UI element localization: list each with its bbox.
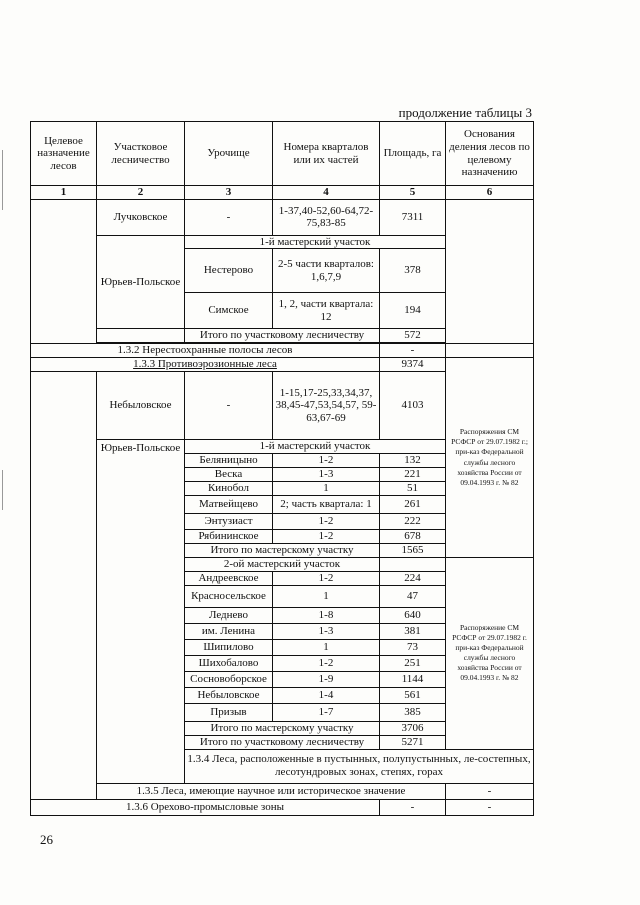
purpose-cell-empty [31, 199, 97, 344]
section-row [31, 344, 534, 358]
quarters-cell: 1-9 [273, 671, 380, 687]
quarters-cell: 1-2 [273, 513, 380, 529]
area-cell-empty [380, 557, 446, 571]
column-number: 5 [380, 186, 446, 200]
tract-cell: им. Ленина [185, 623, 273, 639]
header-basis: Основания деления лесов по целевому назначению [446, 122, 534, 186]
quarters-cell: 1-3 [273, 623, 380, 639]
quarters-cell: 1-4 [273, 687, 380, 703]
quarters-cell: 1-2 [273, 529, 380, 543]
area-cell: 47 [380, 585, 446, 607]
quarters-cell: 1-8 [273, 607, 380, 623]
tract-cell: Кинобол [185, 481, 273, 495]
header-tract: Урочище [185, 122, 273, 186]
total-area: 572 [380, 329, 446, 343]
quarters-cell: 1 [273, 481, 380, 495]
forestry-cell: Лучковское [97, 199, 185, 235]
table-header [31, 122, 534, 200]
forestry-total-area: 5271 [380, 735, 446, 749]
section-row [31, 783, 534, 799]
header-area: Площадь, га [380, 122, 446, 186]
area-cell: 224 [380, 571, 446, 585]
site-total-area: 1565 [380, 543, 446, 557]
area-cell: 251 [380, 655, 446, 671]
area-cell: 561 [380, 687, 446, 703]
table-row [31, 199, 534, 235]
forestry-cell-empty [97, 329, 185, 343]
tract-cell: Шипилово [185, 639, 273, 655]
area-cell: 378 [380, 249, 446, 293]
purpose-cell-empty [31, 372, 97, 799]
header-quarters: Номера кварталов или их частей [273, 122, 380, 186]
tract-cell: Веска [185, 467, 273, 481]
tract-cell: Матвейщево [185, 495, 273, 513]
area-cell: 132 [380, 453, 446, 467]
tract-cell: Энтузиаст [185, 513, 273, 529]
basis-cell-empty [446, 344, 534, 358]
section-135-area: - [446, 783, 534, 799]
basis-note-2: Распоряжение СМ РСФСР от 29.07.1982 г. при-каз Федеральной службы лесного хозяйства России от 09.04.1993 г. № 82 [446, 557, 534, 749]
quarters-cell: 2-5 части кварталов: 1,6,7,9 [273, 249, 380, 293]
scan-edge-mark [2, 470, 3, 510]
tract-cell: Нестерово [185, 249, 273, 293]
master-site-heading: 2-ой мастерский участок [185, 557, 380, 571]
quarters-cell: 1-2 [273, 571, 380, 585]
area-cell: 381 [380, 623, 446, 639]
column-number: 6 [446, 186, 534, 200]
area-cell: 222 [380, 513, 446, 529]
quarters-cell: 2; часть квартала: 1 [273, 495, 380, 513]
basis-cell-empty [446, 199, 534, 344]
quarters-cell: 1 [273, 639, 380, 655]
tract-cell: Рябининское [185, 529, 273, 543]
tract-cell: - [185, 199, 273, 235]
section-133-label: 1.3.3 Противоэрозионные леса [31, 358, 380, 372]
site-total-area: 3706 [380, 721, 446, 735]
area-cell: 7311 [380, 199, 446, 235]
column-number: 1 [31, 186, 97, 200]
section-135-label: 1.3.5 Леса, имеющие научное или историческое значение [97, 783, 446, 799]
tract-cell: Беляницыно [185, 453, 273, 467]
quarters-cell: 1-2 [273, 453, 380, 467]
forestry-cell: Юрьев-Польское [97, 440, 185, 783]
quarters-cell: 1 [273, 585, 380, 607]
section-132-area: - [380, 344, 446, 358]
section-row [31, 358, 534, 372]
area-cell: 385 [380, 703, 446, 721]
area-cell: 640 [380, 607, 446, 623]
section-row [31, 799, 534, 815]
area-cell: 4103 [380, 372, 446, 440]
total-label: Итого по участковому лесничеству [185, 329, 380, 343]
quarters-cell: 1-2 [273, 655, 380, 671]
column-number: 2 [97, 186, 185, 200]
tract-cell: Красносельское [185, 585, 273, 607]
forestry-total-label: Итого по участковому лесничеству [185, 735, 380, 749]
tract-cell: Шихобалово [185, 655, 273, 671]
tract-cell: Андреевское [185, 571, 273, 585]
header-forestry: Участковое лесничество [97, 122, 185, 186]
area-cell: 678 [380, 529, 446, 543]
tract-cell: Призыв [185, 703, 273, 721]
tract-cell: Симское [185, 293, 273, 329]
section-133-area: 9374 [380, 358, 446, 372]
tract-cell: Леднево [185, 607, 273, 623]
forest-purpose-table [30, 121, 534, 816]
basis-note-1: Распоряжения СМ РСФСР от 29.07.1982 г.; при-каз Федеральной службы лесного хозяйства России от 09.04.1993 г. № 82 [446, 358, 534, 558]
site-total-label: Итого по мастерскому участку [185, 543, 380, 557]
tract-cell: Небыловское [185, 687, 273, 703]
section-136-area: - [380, 799, 446, 815]
section-134-label: 1.3.4 Леса, расположенные в пустынных, полупустынных, ле-состепных, лесотундровых зонах, степях, горах [185, 749, 534, 783]
table-continuation-caption: продолжение таблицы 3 [398, 105, 532, 120]
column-number: 3 [185, 186, 273, 200]
quarters-cell: 1-37,40-52,60-64,72-75,83-85 [273, 199, 380, 235]
master-site-heading: 1-й мастерский участок [185, 440, 446, 454]
forestry-cell: Юрьев-Польское [97, 235, 185, 329]
area-cell: 261 [380, 495, 446, 513]
quarters-cell: 1-7 [273, 703, 380, 721]
area-cell: 1144 [380, 671, 446, 687]
tract-cell: - [185, 372, 273, 440]
site-total-label: Итого по мастерскому участку [185, 721, 380, 735]
quarters-cell: 1-15,17-25,33,34,37, 38,45-47,53,54,57, 59-63,67-69 [273, 372, 380, 440]
forestry-cell: Небыловское [97, 372, 185, 440]
area-cell: 51 [380, 481, 446, 495]
scan-edge-mark [2, 150, 3, 210]
area-cell: 194 [380, 293, 446, 329]
header-purpose: Целевое назначение лесов [31, 122, 97, 186]
section-136-basis: - [446, 799, 534, 815]
quarters-cell: 1-3 [273, 467, 380, 481]
section-132-label: 1.3.2 Нерестоохранные полосы лесов [31, 344, 380, 358]
tract-cell: Сосновоборское [185, 671, 273, 687]
quarters-cell: 1, 2, части квартала: 12 [273, 293, 380, 329]
page-number: 26 [40, 832, 53, 847]
section-136-label: 1.3.6 Орехово-промысловые зоны [31, 799, 380, 815]
area-cell: 73 [380, 639, 446, 655]
column-number: 4 [273, 186, 380, 200]
master-site-heading: 1-й мастерский участок [185, 235, 446, 249]
area-cell: 221 [380, 467, 446, 481]
